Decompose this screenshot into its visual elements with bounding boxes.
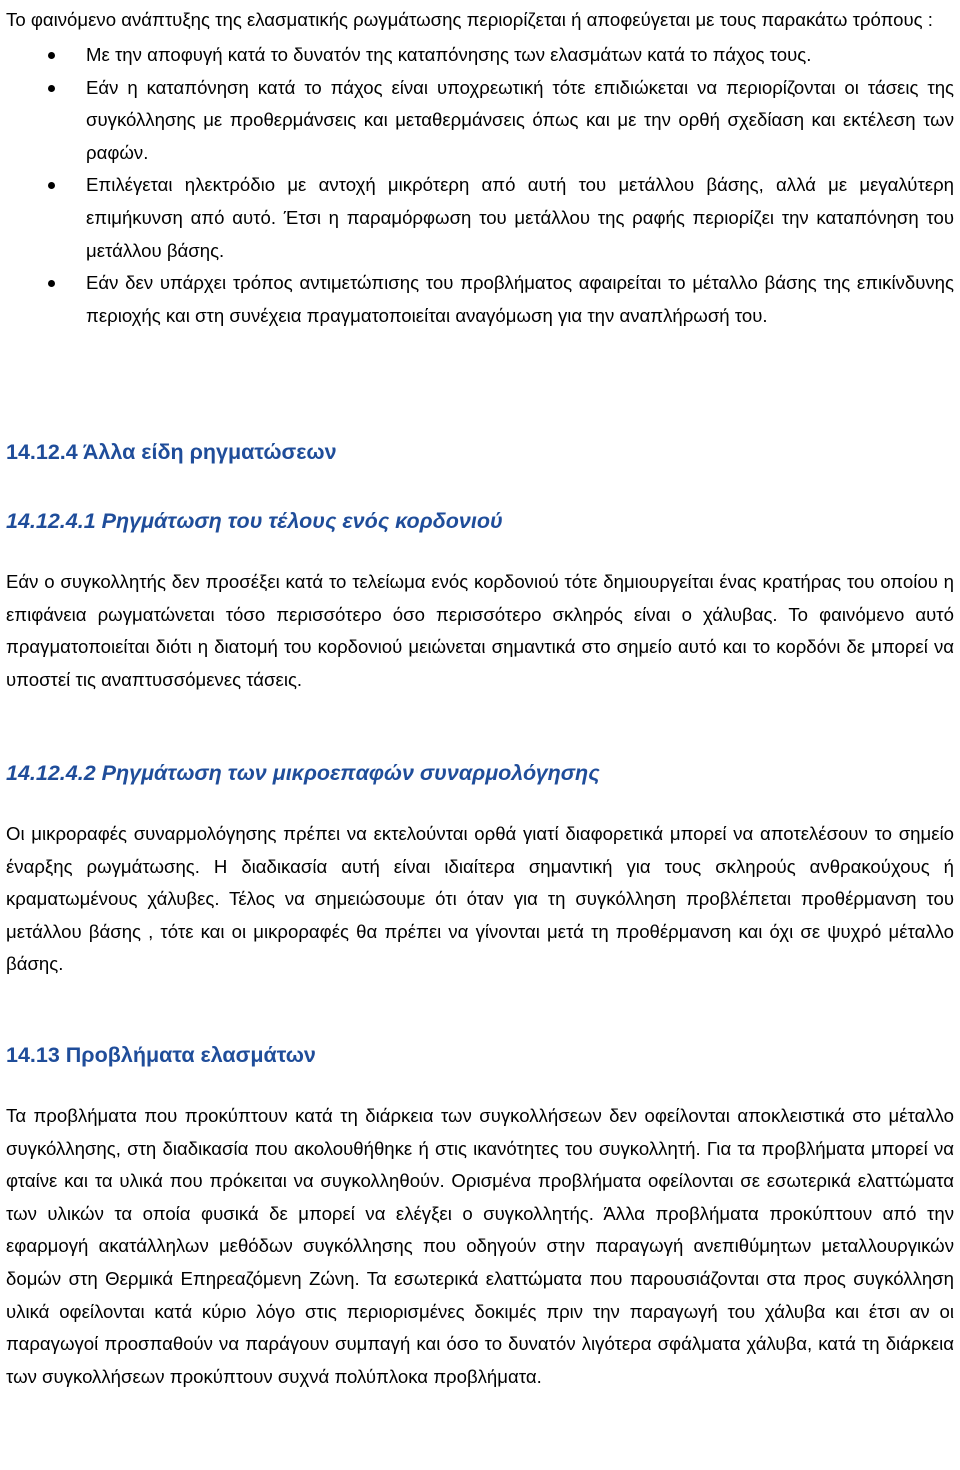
- heading-14-13: 14.13 Προβλήματα ελασμάτων: [6, 1043, 316, 1067]
- bullet-text: Εάν δεν υπάρχει τρόπος αντιμετώπισης του προβλήματος αφαιρείται το μέταλλο βάσης της επικίνδυνης περιοχής και στη συνέχεια πραγματοποιείται αναγόμωση για την αναπλήρωσή του.: [86, 272, 954, 326]
- paragraph-14-12-4-2: Οι μικροραφές συναρμολόγησης πρέπει να εκτελούνται ορθά γιατί διαφορετικά μπορεί να αποτελέσουν το σημείο έναρξης ρωγμάτωσης. Η διαδικασία αυτή είναι ιδιαίτερα σημαντική για τους σκληρούς ανθρακούχους ή κραματωμένους χάλυβες. Τέλος να σημειώσουμε ότι όταν για τη συγκόλληση προβλέπεται προθέρμανση του μετάλλου βάσης , τότε και οι μικροραφές θα πρέπει να γίνονται μετά τη προθέρμανση και όχι σε ψυχρό μέταλλο βάσης.: [6, 823, 954, 975]
- bullet-item: [6, 39, 954, 72]
- bullet-dot-icon: [48, 182, 55, 189]
- bullet-item: [6, 72, 954, 170]
- heading-14-12-4-1: 14.12.4.1 Ρηγμάτωση του τέλους ενός κορδονιού: [6, 509, 503, 533]
- heading-14-12-4-2: 14.12.4.2 Ρηγμάτωση των μικροεπαφών συναρμολόγησης: [6, 761, 600, 785]
- paragraph-14-13: Τα προβλήματα που προκύπτουν κατά τη διάρκεια των συγκολλήσεων δεν οφείλονται αποκλειστικά στο μέταλλο συγκόλλησης, στη διαδικασία που ακολουθήθηκε ή στις ικανότητες του συγκολλητή. Για τα προβλήματα μπορεί να φταίνε και τα υλικά που πρόκειται να συγκολληθούν. Ορισμένα προβλήματα οφείλονται σε εσωτερικά ελαττώματα των υλικών τα οποία φυσικά δε μπορεί να ελέγξει ο συγκολλητής. Άλλα προβλήματα προκύπτουν από την εφαρμογή ακατάλληλων μεθόδων συγκόλλησης που οδηγούν στην παραγωγή ανεπιθύμητων μεταλλουργικών δομών στη Θερμικά Επηρεαζόμενη Ζώνη. Τα εσωτερικά ελαττώματα που παρουσιάζονται στα προς συγκόλληση υλικά οφείλονται κατά κύριο λόγο στις περιορισμένες δοκιμές πριν την παραγωγή του χάλυβα και έτσι αν οι παραγωγοί προσπαθούν να παράγουν συμπαγή και όσο το δυνατόν λιγότερα σφάλματα χάλυβα, κατά τη διάρκεια των συγκολλήσεων προκύπτουν συχνά πολύπλοκα προβλήματα.: [6, 1105, 954, 1387]
- bullet-item: [6, 169, 954, 267]
- bullet-text: Εάν η καταπόνηση κατά το πάχος είναι υποχρεωτική τότε επιδιώκεται να περιορίζονται οι τάσεις της συγκόλλησης με προθερμάνσεις και μεταθερμάνσεις όπως και με την ορθή σχεδίαση και εκτέλεση των ραφών.: [86, 76, 954, 163]
- bullet-list: [6, 39, 954, 332]
- bullet-text: Επιλέγεται ηλεκτρόδιο με αντοχή μικρότερη από αυτή του μετάλλου βάσης, αλλά με μεγαλύτερη επιμήκυνση από αυτό. Έτσι η παραμόρφωση του μετάλλου της ραφής περιορίζει την καταπόνηση του μετάλλου βάσης.: [86, 174, 954, 261]
- bullet-dot-icon: [48, 85, 55, 92]
- bullet-text: Με την αποφυγή κατά το δυνατόν της καταπόνησης των ελασμάτων κατά το πάχος τους.: [86, 44, 812, 65]
- paragraph-14-12-4-1: Εάν ο συγκολλητής δεν προσέξει κατά το τελείωμα ενός κορδονιού τότε δημιουργείται ένας κρατήρας του οποίου η επιφάνεια ρωγματώνεται τόσο περισσότερο όσο περισσότερο σκληρός είναι ο χάλυβας. Το φαινόμενο αυτό πραγματοποιείται διότι η διατομή του κορδονιού μειώνεται σημαντικά στο σημείο αυτό και το κορδόνι δε μπορεί να υποστεί τις αναπτυσσόμενες τάσεις.: [6, 571, 954, 690]
- bullet-dot-icon: [48, 280, 55, 287]
- intro-paragraph: Το φαινόμενο ανάπτυξης της ελασματικής ρωγμάτωσης περιορίζεται ή αποφεύγεται με τους παρακάτω τρόπους :: [6, 9, 933, 30]
- heading-14-12-4: 14.12.4 Άλλα είδη ρηγματώσεων: [6, 440, 337, 464]
- bullet-item: [6, 267, 954, 332]
- bullet-dot-icon: [48, 52, 55, 59]
